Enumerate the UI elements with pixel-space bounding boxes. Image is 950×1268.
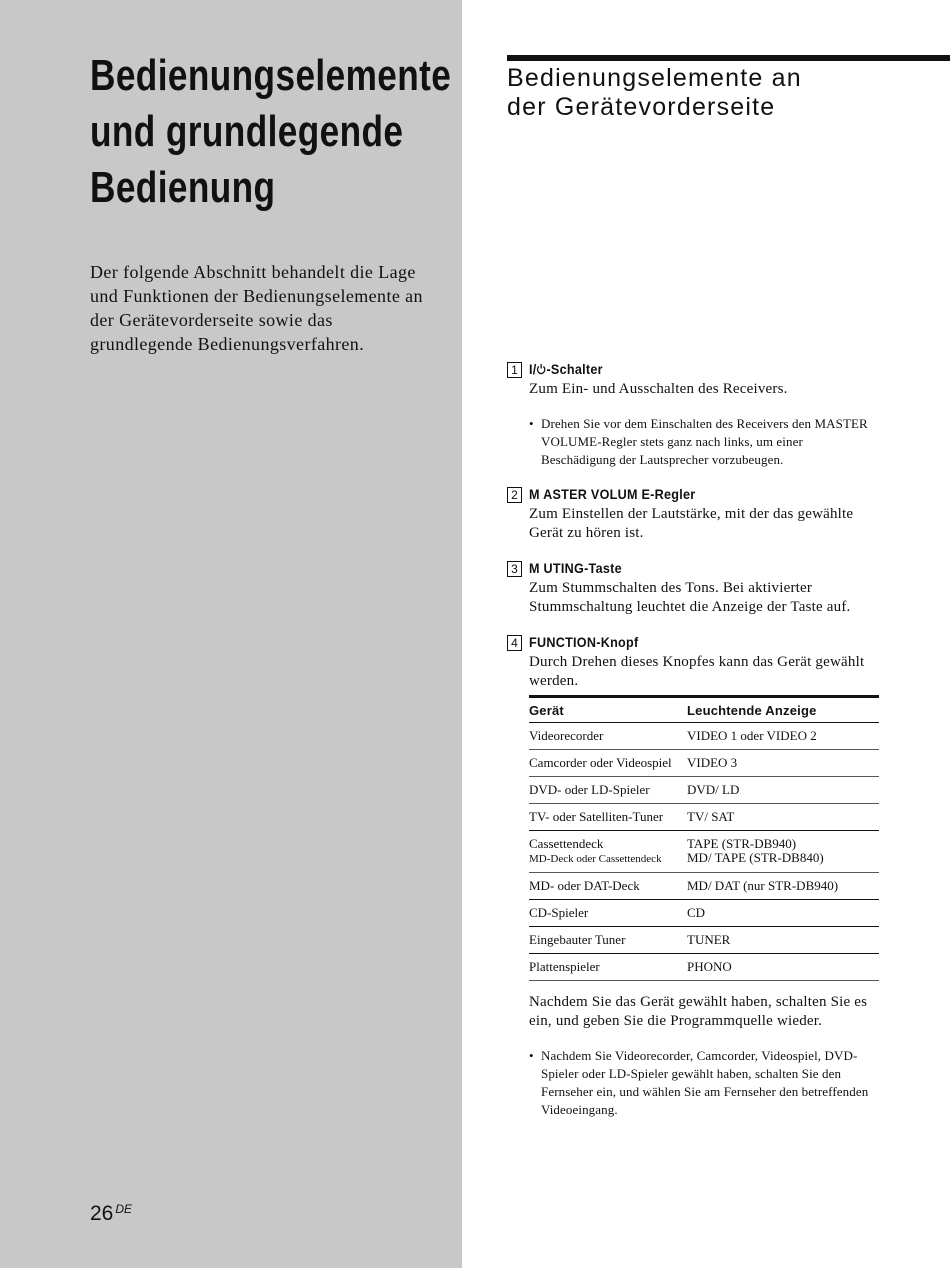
- display-cell: DVD/ LD: [687, 777, 879, 804]
- table-row: [529, 927, 879, 954]
- item-desc-muting: Zum Stummschalten des Tons. Bei aktivierter Stummschaltung leuchtet die Anzeige der Taste auf.: [529, 580, 851, 615]
- item-desc-function: Durch Drehen dieses Knopfes kann das Gerät gewählt werden.: [529, 654, 865, 689]
- item-number-3: 3: [507, 561, 522, 577]
- item-number-4: 4: [507, 635, 522, 651]
- page-number-suffix: DE: [115, 1202, 133, 1216]
- display-cell: MD/ DAT (nur STR-DB940): [687, 873, 879, 900]
- power-icon: [537, 363, 547, 375]
- header-device: Gerät: [529, 697, 687, 723]
- control-item-master-volume: [507, 485, 879, 543]
- table-row: [529, 777, 879, 804]
- chapter-title-line-3: Bedienung: [90, 163, 276, 212]
- device-cell: Plattenspieler: [529, 954, 687, 981]
- table-row: [529, 723, 879, 750]
- display-cell: CD: [687, 900, 879, 927]
- item-desc-power: Zum Ein- und Ausschalten des Receivers.: [529, 381, 788, 397]
- function-table-header: [529, 697, 879, 723]
- table-row: [529, 804, 879, 831]
- item-title-prefix: I/: [529, 361, 537, 377]
- item-title-master-volume: M ASTER VOLUM E-Regler: [529, 486, 696, 502]
- chapter-title-line-1: Bedienungselemente: [90, 51, 452, 100]
- page-number: [90, 1202, 132, 1226]
- device-cell: DVD- oder LD-Spieler: [529, 777, 687, 804]
- section-title: [507, 64, 927, 122]
- controls-list: [507, 360, 879, 1135]
- item-desc-master-volume: Zum Einstellen der Lautstärke, mit der das gewählte Gerät zu hören ist.: [529, 506, 854, 541]
- device-cell: Camcorder oder Videospiel: [529, 750, 687, 777]
- chapter-title: [90, 48, 452, 216]
- device-cell: MD- oder DAT-Deck: [529, 873, 687, 900]
- function-table: [529, 695, 879, 981]
- chapter-intro: Der folgende Abschnitt behandelt die Lage und Funktionen der Bedienungselemente an der Gerätevorderseite sowie das grundlegende Bedienungsverfahren.: [90, 262, 423, 354]
- device-cell: TV- oder Satelliten-Tuner: [529, 804, 687, 831]
- item-title-muting: M UTING-Taste: [529, 560, 622, 576]
- device-line-2: MD-Deck oder Cassettendeck: [529, 853, 662, 865]
- display-line-1: TAPE (STR-DB940): [687, 836, 797, 851]
- device-cell: Eingebauter Tuner: [529, 927, 687, 954]
- display-line-2: MD/ TAPE (STR-DB840): [687, 850, 824, 865]
- section-title-line-1: Bedienungselemente an: [507, 64, 802, 92]
- table-row: [529, 831, 879, 873]
- display-cell: VIDEO 3: [687, 750, 879, 777]
- display-cell: PHONO: [687, 954, 879, 981]
- device-cell: Videorecorder: [529, 723, 687, 750]
- section-title-line-2: der Gerätevorderseite: [507, 93, 776, 121]
- item-title-function: FUNCTION-Knopf: [529, 634, 639, 650]
- table-row: [529, 900, 879, 927]
- item-after-function: Nachdem Sie das Gerät gewählt haben, schalten Sie es ein, und geben Sie die Programmquelle wieder.: [529, 994, 868, 1029]
- device-line-1: Cassettendeck: [529, 836, 604, 851]
- section-top-rule: [507, 55, 950, 61]
- header-display: Leuchtende Anzeige: [687, 697, 879, 723]
- table-row: [529, 873, 879, 900]
- item-title-suffix: -Schalter: [546, 361, 603, 377]
- item-number-1: 1: [507, 362, 522, 378]
- control-item-muting: [507, 559, 879, 617]
- item-title-power: [529, 360, 844, 379]
- display-cell: [687, 831, 879, 873]
- control-item-power: [507, 360, 879, 469]
- control-item-function: [507, 633, 879, 1119]
- device-cell: CD-Spieler: [529, 900, 687, 927]
- device-cell: [529, 831, 687, 873]
- item-note-power: • Drehen Sie vor dem Einschalten des Receivers den MASTER VOLUME-Regler stets ganz nach links, um einer Beschädigung der Lautsprecher vorzubeugen.: [529, 415, 879, 469]
- display-cell: TUNER: [687, 927, 879, 954]
- item-note-function: • Nachdem Sie Videorecorder, Camcorder, Videospiel, DVD-Spieler oder LD-Spieler gewählt haben, schalten Sie den Fernseher ein, und wählen Sie am Fernseher den betreffenden Videoeingang.: [529, 1047, 879, 1119]
- table-row: [529, 750, 879, 777]
- item-number-2: 2: [507, 487, 522, 503]
- display-cell: TV/ SAT: [687, 804, 879, 831]
- display-cell: VIDEO 1 oder VIDEO 2: [687, 723, 879, 750]
- chapter-title-line-2: und grundlegende: [90, 107, 404, 156]
- page-number-value: 26: [90, 1202, 114, 1225]
- table-row: [529, 954, 879, 981]
